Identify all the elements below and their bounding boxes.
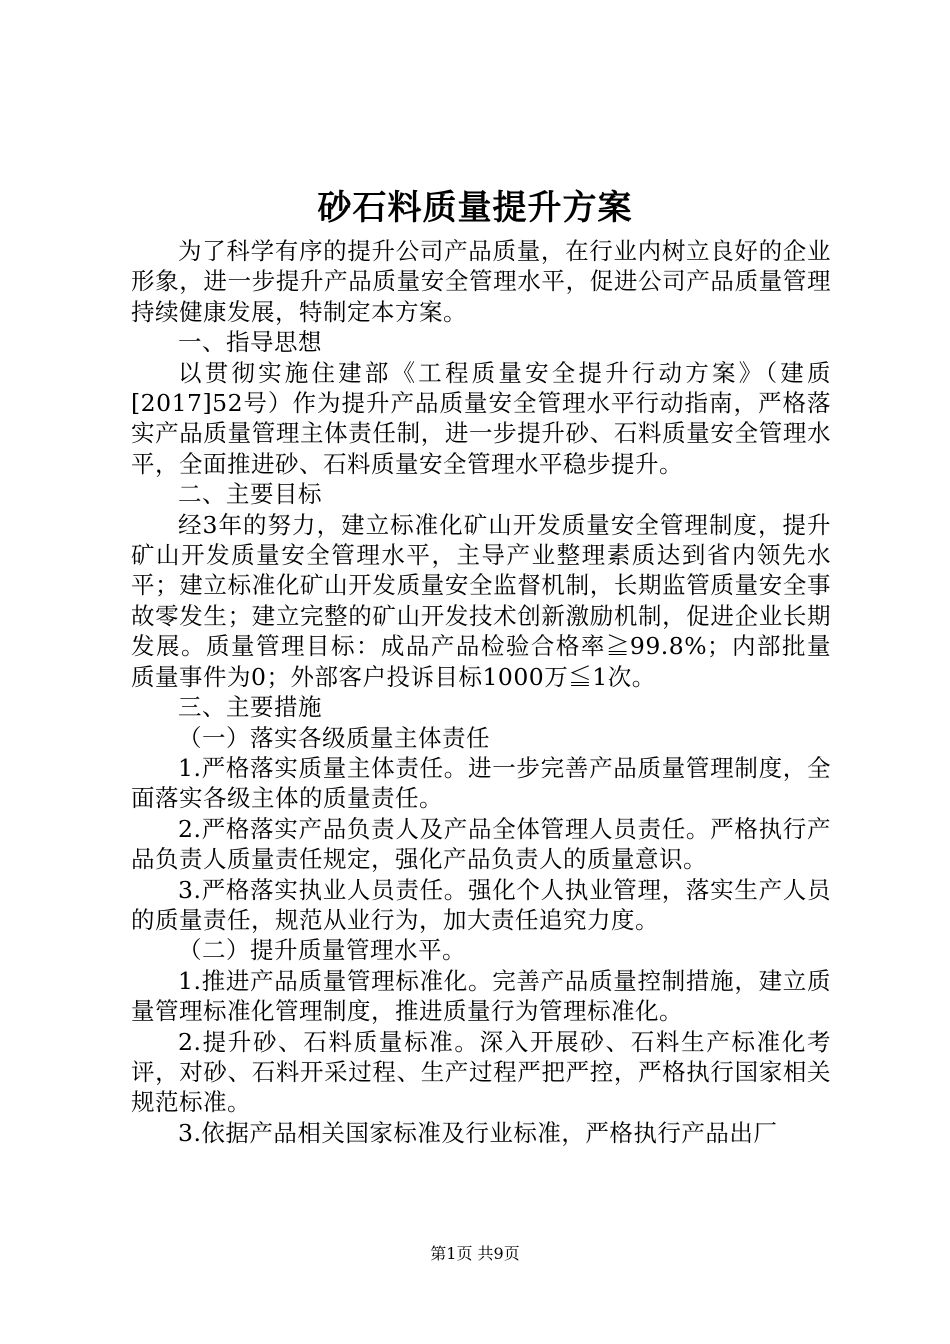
paragraph-guiding-ideology: 以贯彻实施住建部《工程质量安全提升行动方案》（建质[2017]52号）作为提升产品质量安全管理水平行动指南，严格落实产品质量管理主体责任制，进一步提升砂、石料质量安全管理水平，全面推进砂、石料质量安全管理水平稳步提升。 (131, 358, 831, 478)
document-body (131, 236, 831, 1148)
list-item-responsibility-2: 2.严格落实产品负责人及产品全体管理人员责任。严格执行产品负责人质量责任规定，强化产品负责人的质量意识。 (131, 814, 831, 874)
heading-main-goals: 二、主要目标 (178, 480, 322, 509)
paragraph-main-goals: 经3年的努力，建立标准化矿山开发质量安全管理制度，提升矿山开发质量安全管理水平，主导产业整理素质达到省内领先水平；建立标准化矿山开发质量安全监督机制，长期监管质量安全事故零发生；建立完整的矿山开发技术创新激励机制，促进企业长期发展。质量管理目标：成品产品检验合格率≧99.8%；内部批量质量事件为0；外部客户投诉目标1000万≦1次。 (131, 510, 831, 691)
heading-main-measures: 三、主要措施 (178, 693, 322, 722)
subheading-management-level: （二）提升质量管理水平。 (178, 936, 466, 965)
subheading-responsibility: （一）落实各级质量主体责任 (178, 723, 490, 752)
heading-guiding-ideology: 一、指导思想 (178, 328, 322, 357)
list-item-responsibility-3: 3.严格落实执业人员责任。强化个人执业管理，落实生产人员的质量责任，规范从业行为，加大责任追究力度。 (131, 875, 831, 934)
page-number-footer: 第1页 共9页 (430, 1244, 520, 1263)
list-item-management-2: 2.提升砂、石料质量标准。深入开展砂、石料生产标准化考评，对砂、石料开采过程、生产过程严把严控，严格执行国家相关规范标准。 (131, 1027, 831, 1117)
list-item-management-1: 1.推进产品质量管理标准化。完善产品质量控制措施，建立质量管理标准化管理制度，推进质量行为管理标准化。 (131, 966, 831, 1026)
list-item-management-3: 3.依据产品相关国家标准及行业标准，严格执行产品出厂 (178, 1118, 778, 1147)
paragraph-intro: 为了科学有序的提升公司产品质量，在行业内树立良好的企业形象，进一步提升产品质量安全管理水平，促进公司产品质量管理持续健康发展，特制定本方案。 (131, 237, 831, 326)
page-title: 砂石料质量提升方案 (317, 188, 633, 228)
list-item-responsibility-1: 1.严格落实质量主体责任。进一步完善产品质量管理制度，全面落实各级主体的质量责任。 (131, 753, 831, 813)
